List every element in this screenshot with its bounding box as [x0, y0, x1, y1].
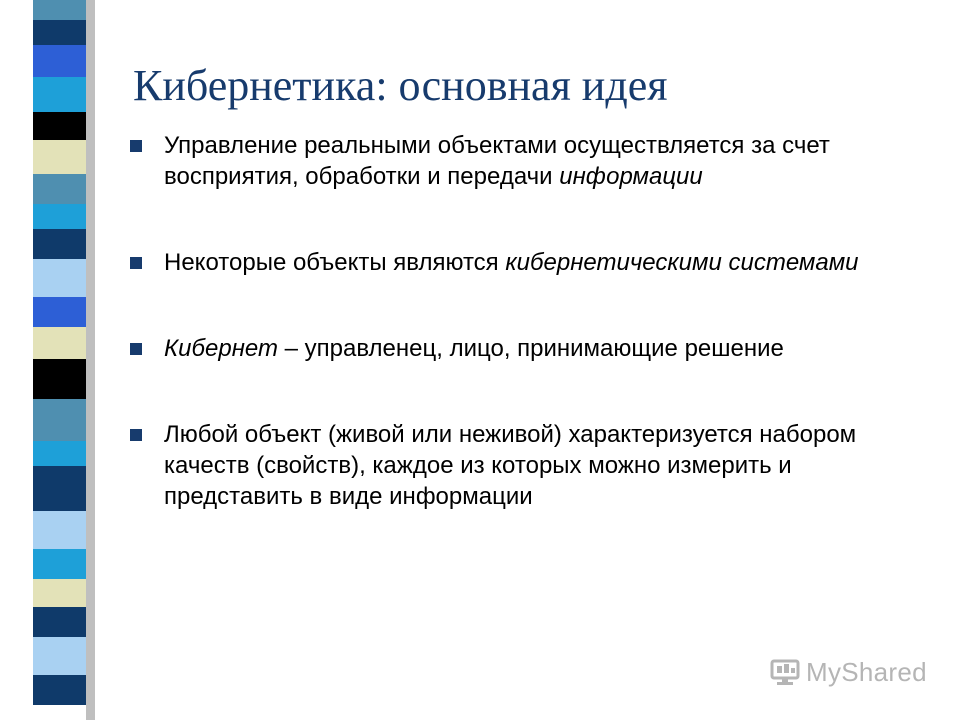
bullet-text-italic-segment: кибернетическими системами — [505, 249, 859, 276]
stripe-segment — [33, 297, 86, 327]
square-bullet-icon — [130, 140, 142, 152]
bullet-text-italic-segment: информации — [559, 163, 703, 190]
bullet-text-segment: Управление реальными объектами осуществляется за счет восприятия, обработки и передачи — [164, 132, 830, 190]
stripe-segment — [33, 327, 86, 359]
stripe-bar-shadow — [86, 0, 95, 720]
bullet-text-segment: – управленец, лицо, принимающие решение — [277, 335, 784, 362]
bullet-item — [128, 333, 928, 364]
bullet-text-segment: Любой объект (живой или неживой) характеризуется набором качеств (свойств), каждое из которых можно измерить и представить в виде информации — [164, 421, 857, 510]
watermark — [770, 655, 927, 689]
decorative-stripe-bar — [33, 0, 86, 720]
bullet-item — [128, 419, 928, 512]
bullet-text — [164, 132, 830, 190]
bullet-text — [164, 421, 856, 510]
stripe-segment — [33, 705, 86, 725]
bullet-item — [128, 130, 928, 192]
stripe-segment — [33, 637, 86, 675]
square-bullet-icon — [130, 429, 142, 441]
stripe-segment — [33, 441, 86, 466]
stripe-segment — [33, 0, 86, 20]
myshared-logo-icon — [770, 658, 800, 686]
bullet-text — [164, 335, 784, 362]
stripe-segment — [33, 174, 86, 204]
square-bullet-icon — [130, 343, 142, 355]
stripe-segment — [33, 20, 86, 45]
stripe-segment — [33, 259, 86, 297]
stripe-segment — [33, 579, 86, 607]
bullet-list — [128, 130, 928, 512]
bullet-item — [128, 247, 928, 278]
stripe-segment — [33, 607, 86, 637]
stripe-segment — [33, 204, 86, 229]
stripe-segment — [33, 549, 86, 579]
bullet-text — [164, 249, 859, 276]
stripe-segment — [33, 229, 86, 259]
watermark-text: MyShared — [806, 656, 927, 687]
bullet-text-segment: Некоторые объекты являются — [164, 249, 506, 276]
stripe-segment — [33, 45, 86, 77]
stripe-segment — [33, 140, 86, 174]
stripe-segment — [33, 112, 86, 140]
stripe-segment — [33, 675, 86, 705]
bullet-text-italic-segment: Кибернет — [164, 335, 278, 362]
stripe-segment — [33, 466, 86, 511]
stripe-segment — [33, 359, 86, 399]
slide-title: Кибернетика: основная идея — [133, 61, 668, 110]
stripe-segment — [33, 399, 86, 441]
square-bullet-icon — [130, 257, 142, 269]
stripe-segment — [33, 511, 86, 549]
stripe-segment — [33, 77, 86, 112]
